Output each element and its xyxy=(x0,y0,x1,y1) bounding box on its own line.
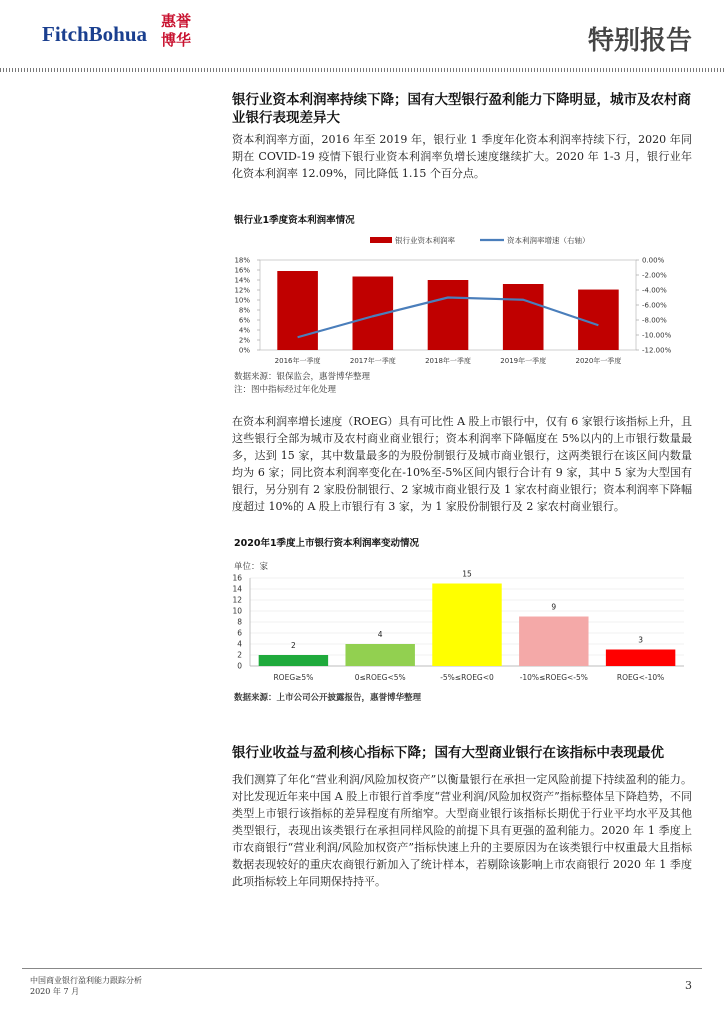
y-tick-label: 2% xyxy=(238,336,250,345)
bar-3 xyxy=(432,584,501,667)
section1-paragraph-1: 资本利润率方面，2016 年至 2019 年，银行业 1 季度年化资本利润率持续下行，2020 年同期在 COVID-19 疫情下银行业资本利润率负增长速度继续扩大。2020 年 1-3 月，银行业年化资本利润率 12.09%，同比降低 1.15 个百分点。 xyxy=(232,133,692,180)
chart2-unit: 单位：家 xyxy=(234,562,269,572)
y-tick-label: 10% xyxy=(234,296,250,305)
y-tick-label: 2 xyxy=(237,650,242,660)
section2-heading: 银行业收益与盈利核心指标下降；国有大型商业银行在该指标中表现最优 xyxy=(232,745,664,761)
x-tick-label: 2017年一季度 xyxy=(349,357,396,365)
y-tick-label: 6 xyxy=(237,628,242,638)
chart1-legend xyxy=(370,235,590,245)
x-tick-label: ROEG<-10% xyxy=(616,673,665,682)
footer-divider xyxy=(22,968,702,969)
x-tick-label: -10%≤ROEG<-5% xyxy=(519,673,588,682)
legend-swatch-bar xyxy=(370,237,392,243)
y-tick-label: 4% xyxy=(238,326,250,335)
section1-paragraph-2: 在资本利润率增长速度（ROEG）具有可比性 A 股上市银行中，仅有 6 家银行该指标上升，且这些银行全部为城市及农村商业商业银行；资本利润率下降幅度在 5%以内的上市银行数量最多，达到 15 家，其中数量最多的为股份制银行及城市商业银行，这两类银行在该区间内数量均为 6 家；同比资本利润率变化在-10%至-5%区间内银行合计有 9 家，其中 5 家为大型国有银行，另分别有 2 家股份制银行、2 家城市商业银行及 1 家农村商业银行；资本利润率下降幅度超过 10%的 A 股上市银行有 3 家，为 1 家股份制银行及 2 家农村商业银行。 xyxy=(232,415,692,513)
legend-label-line: 资本利润率增速（右轴） xyxy=(507,236,590,245)
chart2-title: 2020年1季度上市银行资本利润率变动情况 xyxy=(234,538,420,549)
chart2-source: 数据来源：上市公司公开披露报告，惠誉博华整理 xyxy=(234,693,422,703)
chart1-title: 银行业1季度资本利润率情况 xyxy=(234,215,355,226)
brand-logo-seal: 惠誉博华 xyxy=(160,12,191,49)
footer-info xyxy=(30,975,142,997)
bar-4 xyxy=(519,617,588,667)
data-label: 9 xyxy=(551,602,557,612)
section2-paragraph: 我们测算了年化“营业利润/风险加权资产”以衡量银行在承担一定风险前提下持续盈利的能力。对比发现近年来中国 A 股上市银行首季度“营业利润/风险加权资产”指标整体呈下降趋势，不同类型上市银行该指标的差异程度有所缩窄。大型商业银行该指标长期优于行业平均水平及其他类型银行，表现出该类银行在承担同样风险的前提下具有更强的盈利能力。2020 年 1 季度上市农商银行“营业利润/风险加权资产”指标快速上升的主要原因为在该类银行中权重最大且指标数据表现较好的重庆农商银行新加入了统计样本，若剔除该影响上市农商银行 2020 年 1 季度此项指标较上年同期保持持平。 xyxy=(232,773,692,888)
chart2-bars xyxy=(259,584,676,667)
chart1-bars xyxy=(277,271,618,350)
bar-1 xyxy=(277,271,318,350)
y2-tick-label: -2.00% xyxy=(642,271,667,280)
data-label: 15 xyxy=(462,569,472,579)
x-tick-label: -5%≤ROEG<0 xyxy=(440,673,494,682)
bar-1 xyxy=(259,655,328,666)
x-tick-label: 2020年一季度 xyxy=(575,357,622,365)
y-tick-label: 10 xyxy=(232,606,242,616)
data-label: 2 xyxy=(291,641,296,650)
y-tick-label: 6% xyxy=(238,316,250,325)
y-tick-label: 14% xyxy=(234,276,250,285)
data-label: 4 xyxy=(377,630,383,639)
y2-tick-label: -6.00% xyxy=(642,301,667,310)
chart2-svg xyxy=(222,568,692,690)
y2-tick-label: -12.00% xyxy=(642,346,672,355)
chart1-source: 数据来源：银保监会，惠誉博华整理 xyxy=(234,372,371,382)
y-tick-label: 12 xyxy=(232,595,242,605)
bar-4 xyxy=(503,284,544,350)
bar-5 xyxy=(606,650,675,667)
bar-3 xyxy=(428,280,469,350)
data-label: 3 xyxy=(638,635,643,645)
chart1-svg xyxy=(222,228,692,368)
x-tick-label: ROEG≥5% xyxy=(273,673,314,682)
y-tick-label: 0 xyxy=(237,661,242,671)
page-number: 3 xyxy=(685,979,692,992)
y-tick-label: 0% xyxy=(238,346,250,355)
bar-2 xyxy=(345,644,414,666)
y-tick-label: 18% xyxy=(234,256,250,265)
header-divider xyxy=(0,68,724,72)
section1-heading: 银行业资本利润率持续下降；国有大型银行盈利能力下降明显，城市及农村商业银行表现差异大 xyxy=(232,92,691,126)
y2-tick-label: 0.00% xyxy=(642,256,665,265)
brand-logo-text: FitchBohua xyxy=(42,22,148,46)
y-tick-label: 12% xyxy=(234,286,250,295)
y2-tick-label: -4.00% xyxy=(642,286,667,295)
legend-label-bar: 银行业资本利润率 xyxy=(395,236,455,245)
x-tick-label: 2018年一季度 xyxy=(425,357,471,365)
y-tick-label: 8% xyxy=(238,306,250,315)
x-tick-label: 2019年一季度 xyxy=(500,357,547,365)
footer-date: 2020 年 7 月 xyxy=(30,987,80,996)
y-tick-label: 8 xyxy=(237,617,242,627)
y-tick-label: 4 xyxy=(237,639,242,649)
y2-tick-label: -10.00% xyxy=(642,331,672,340)
report-type-title: 特别报告 xyxy=(587,26,692,56)
x-tick-label: 2016年一季度 xyxy=(274,357,321,365)
footer-report-name: 中国商业银行盈利能力跟踪分析 xyxy=(30,976,142,985)
x-tick-label: 0≤ROEG<5% xyxy=(354,673,406,682)
y-tick-label: 14 xyxy=(232,584,242,594)
y2-tick-label: -8.00% xyxy=(642,316,667,325)
y-tick-label: 16 xyxy=(232,573,242,583)
y-tick-label: 16% xyxy=(234,266,250,275)
chart1-note: 注：图中指标经过年化处理 xyxy=(234,385,337,395)
